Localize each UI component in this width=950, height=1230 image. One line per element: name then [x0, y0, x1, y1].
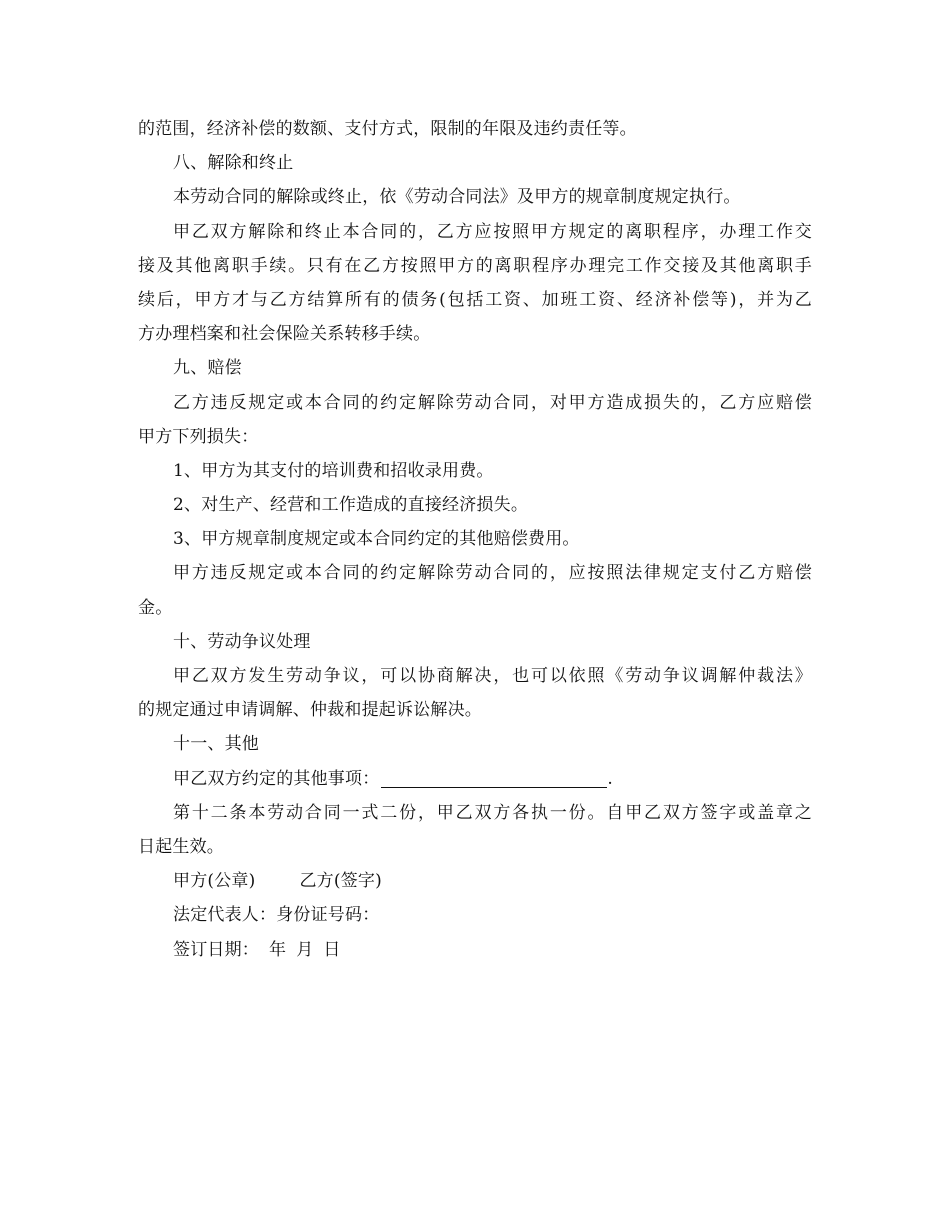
other-matters-blank [381, 767, 607, 788]
year-label: 年 [269, 939, 287, 960]
list-item: 3、甲方规章制度规定或本合同约定的其他赔偿费用。 [173, 529, 580, 550]
paragraph-line: 方办理档案和社会保险关系转移手续。 [138, 324, 431, 345]
paragraph-line: 的范围，经济补偿的数额、支付方式，限制的年限及违约责任等。 [138, 119, 637, 139]
signing-date-line [138, 933, 812, 967]
list-item: 2、对生产、经营和工作造成的直接经济损失。 [173, 495, 529, 516]
paragraph-line: 续后，甲方才与乙方结算所有的债务(包括工资、加班工资、经济补偿等)，并为乙 [138, 289, 812, 310]
section-heading-termination: 八、解除和终止 [173, 153, 294, 174]
paragraph-line: 接及其他离职手续。只有在乙方按照甲方的离职程序办理完工作交接及其他离职手 [138, 255, 812, 276]
paragraph-line: 金。 [138, 597, 173, 618]
party-a-seal-label: 甲方(公章) [173, 871, 256, 892]
section-heading-other: 十一、其他 [173, 734, 259, 755]
signing-date-label: 签订日期： [173, 939, 259, 960]
paragraph-line: 甲乙双方解除和终止本合同的，乙方应按照甲方规定的离职程序，办理工作交 [173, 221, 812, 242]
other-matters-label: 甲乙双方约定的其他事项： [173, 768, 380, 789]
list-item: 1、甲方为其支付的培训费和招收录用费。 [173, 460, 494, 481]
paragraph-line: 甲方违反规定或本合同的约定解除劳动合同的，应按照法律规定支付乙方赔偿 [173, 563, 812, 584]
paragraph-line: 乙方违反规定或本合同的约定解除劳动合同，对甲方造成损失的，乙方应赔偿 [173, 392, 812, 413]
signature-rep-line [138, 898, 812, 932]
other-matters-line [138, 762, 812, 796]
other-matters-period: . [607, 768, 614, 789]
paragraph-line: 甲方下列损失： [138, 426, 259, 447]
paragraph-line: 本劳动合同的解除或终止，依《劳动合同法》及甲方的规章制度规定执行。 [173, 187, 741, 208]
paragraph-line: 的规定通过申请调解、仲裁和提起诉讼解决。 [138, 700, 482, 721]
contract-body [138, 112, 812, 967]
paragraph-line: 日起生效。 [138, 836, 224, 857]
month-label: 月 [296, 939, 314, 960]
day-label: 日 [323, 939, 341, 960]
party-b-signature-label: 乙方(签字) [299, 871, 382, 892]
section-heading-dispute: 十、劳动争议处理 [173, 631, 311, 652]
id-number-label: 身份证号码： [276, 905, 380, 926]
section-heading-compensation: 九、赔偿 [173, 358, 242, 379]
legal-representative-label: 法定代表人： [173, 905, 277, 926]
signature-parties-line [138, 864, 812, 898]
paragraph-line: 第十二条本劳动合同一式二份，甲乙双方各执一份。自甲乙双方签字或盖章之 [173, 802, 812, 823]
paragraph-line: 甲乙双方发生劳动争议，可以协商解决，也可以依照《劳动争议调解仲裁法》 [173, 666, 812, 686]
